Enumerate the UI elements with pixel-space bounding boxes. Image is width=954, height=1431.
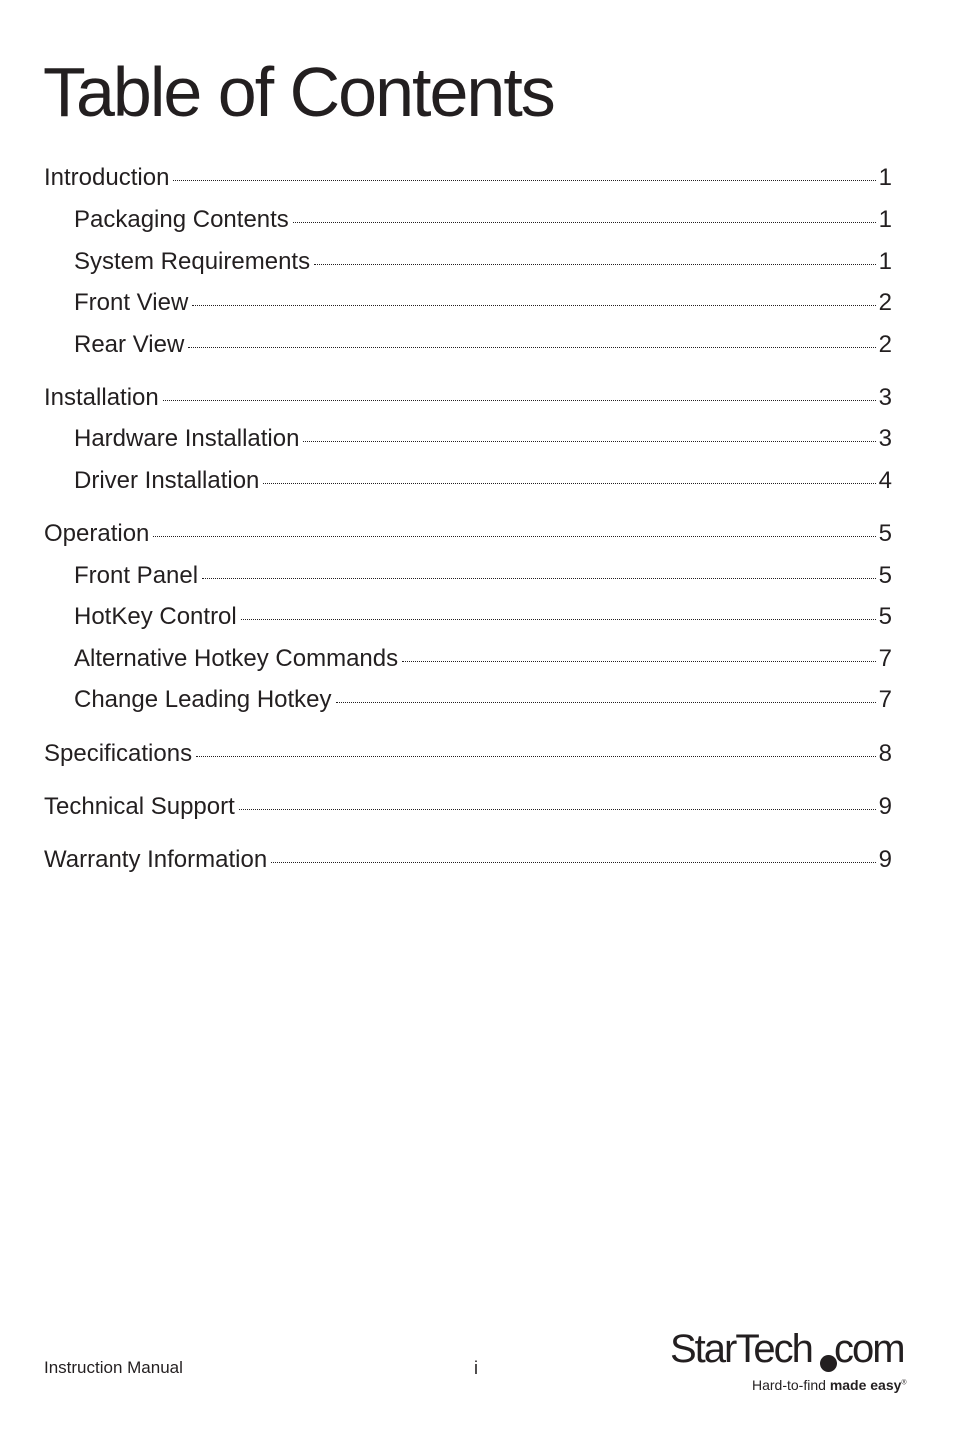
- toc-entry-alternative-hotkey-commands[interactable]: [74, 641, 892, 677]
- toc-entry-page: 4: [878, 467, 892, 494]
- toc-entry-packaging-contents[interactable]: [74, 202, 892, 238]
- toc-entry-label: Packaging Contents: [74, 206, 289, 233]
- toc-entry-page: 5: [878, 603, 892, 630]
- toc-entry-page: 1: [878, 206, 892, 233]
- toc-entry-page: 3: [878, 384, 892, 411]
- toc-leader-dots: [192, 305, 875, 306]
- toc-entry-system-requirements[interactable]: [74, 244, 892, 280]
- toc-entry-page: 1: [878, 164, 892, 191]
- toc-leader-dots: [188, 347, 875, 348]
- logo-tagline-regular: Hard-to-find: [752, 1377, 830, 1393]
- toc-entry-page: 5: [878, 562, 892, 589]
- toc-entry-installation[interactable]: [44, 380, 892, 416]
- toc-entry-label: Front View: [74, 289, 189, 316]
- toc-leader-dots: [163, 400, 876, 401]
- toc-entry-page: 7: [878, 645, 892, 672]
- toc-leader-dots: [336, 702, 876, 703]
- toc-entry-page: 9: [878, 793, 892, 820]
- toc-entry-label: System Requirements: [74, 248, 311, 275]
- toc-entry-label: Front Panel: [74, 562, 199, 589]
- toc-entry-page: 2: [878, 289, 892, 316]
- toc-leader-dots: [196, 756, 876, 757]
- toc-entry-page: 8: [878, 740, 892, 767]
- toc-entry-label: Driver Installation: [74, 467, 260, 494]
- toc-leader-dots: [241, 619, 876, 620]
- toc-entry-label: Specifications: [44, 740, 193, 767]
- toc-entry-label: Warranty Information: [44, 846, 268, 873]
- toc-leader-dots: [263, 483, 875, 484]
- logo-tagline: [752, 1377, 907, 1393]
- toc-entry-label: Operation: [44, 520, 150, 547]
- logo-wordmark: StarTech: [670, 1327, 812, 1371]
- toc-entry-front-view[interactable]: [74, 285, 892, 321]
- toc-entry-page: 3: [878, 425, 892, 452]
- toc-entry-label: HotKey Control: [74, 603, 237, 630]
- logo-tagline-bold: made easy: [829, 1377, 902, 1393]
- toc-leader-dots: [314, 264, 876, 265]
- toc-leader-dots: [293, 222, 876, 223]
- toc-leader-dots: [402, 661, 876, 662]
- toc-leader-dots: [153, 536, 875, 537]
- toc-entry-hardware-installation[interactable]: [74, 421, 892, 457]
- toc-entry-label: Change Leading Hotkey: [74, 686, 332, 713]
- toc-leader-dots: [271, 862, 875, 863]
- toc-entry-label: Technical Support: [44, 793, 235, 820]
- page-title: Table of Contents: [43, 53, 554, 131]
- toc-entry-page: 5: [878, 520, 892, 547]
- toc-entry-page: 9: [878, 846, 892, 873]
- toc-entry-page: 2: [878, 331, 892, 358]
- logo-suffix: com: [834, 1327, 904, 1371]
- startech-logo: [670, 1325, 920, 1397]
- toc-entry-technical-support[interactable]: [44, 789, 892, 825]
- toc-entry-specifications[interactable]: [44, 736, 892, 772]
- logo-registered-mark: ®: [901, 1379, 907, 1387]
- toc-entry-warranty-information[interactable]: [44, 842, 892, 878]
- toc-entry-hotkey-control[interactable]: [74, 599, 892, 635]
- toc-entry-driver-installation[interactable]: [74, 463, 892, 499]
- footer-document-type: Instruction Manual: [44, 1358, 183, 1377]
- toc-entry-introduction[interactable]: [44, 160, 892, 196]
- toc-leader-dots: [173, 180, 875, 181]
- toc-entry-front-panel[interactable]: [74, 558, 892, 594]
- footer-page-number: i: [474, 1358, 478, 1378]
- toc-entry-operation[interactable]: [44, 516, 892, 552]
- toc-leader-dots: [303, 441, 875, 442]
- toc-entry-change-leading-hotkey[interactable]: [74, 682, 892, 718]
- toc-entry-page: 1: [878, 248, 892, 275]
- toc-leader-dots: [202, 578, 876, 579]
- toc-entry-label: Rear View: [74, 331, 185, 358]
- toc-entry-label: Installation: [44, 384, 159, 411]
- toc-entry-label: Alternative Hotkey Commands: [74, 645, 399, 672]
- toc-entry-label: Introduction: [44, 164, 170, 191]
- toc-leader-dots: [239, 809, 876, 810]
- toc-entry-label: Hardware Installation: [74, 425, 300, 452]
- toc-entry-page: 7: [878, 686, 892, 713]
- toc-entry-rear-view[interactable]: [74, 327, 892, 363]
